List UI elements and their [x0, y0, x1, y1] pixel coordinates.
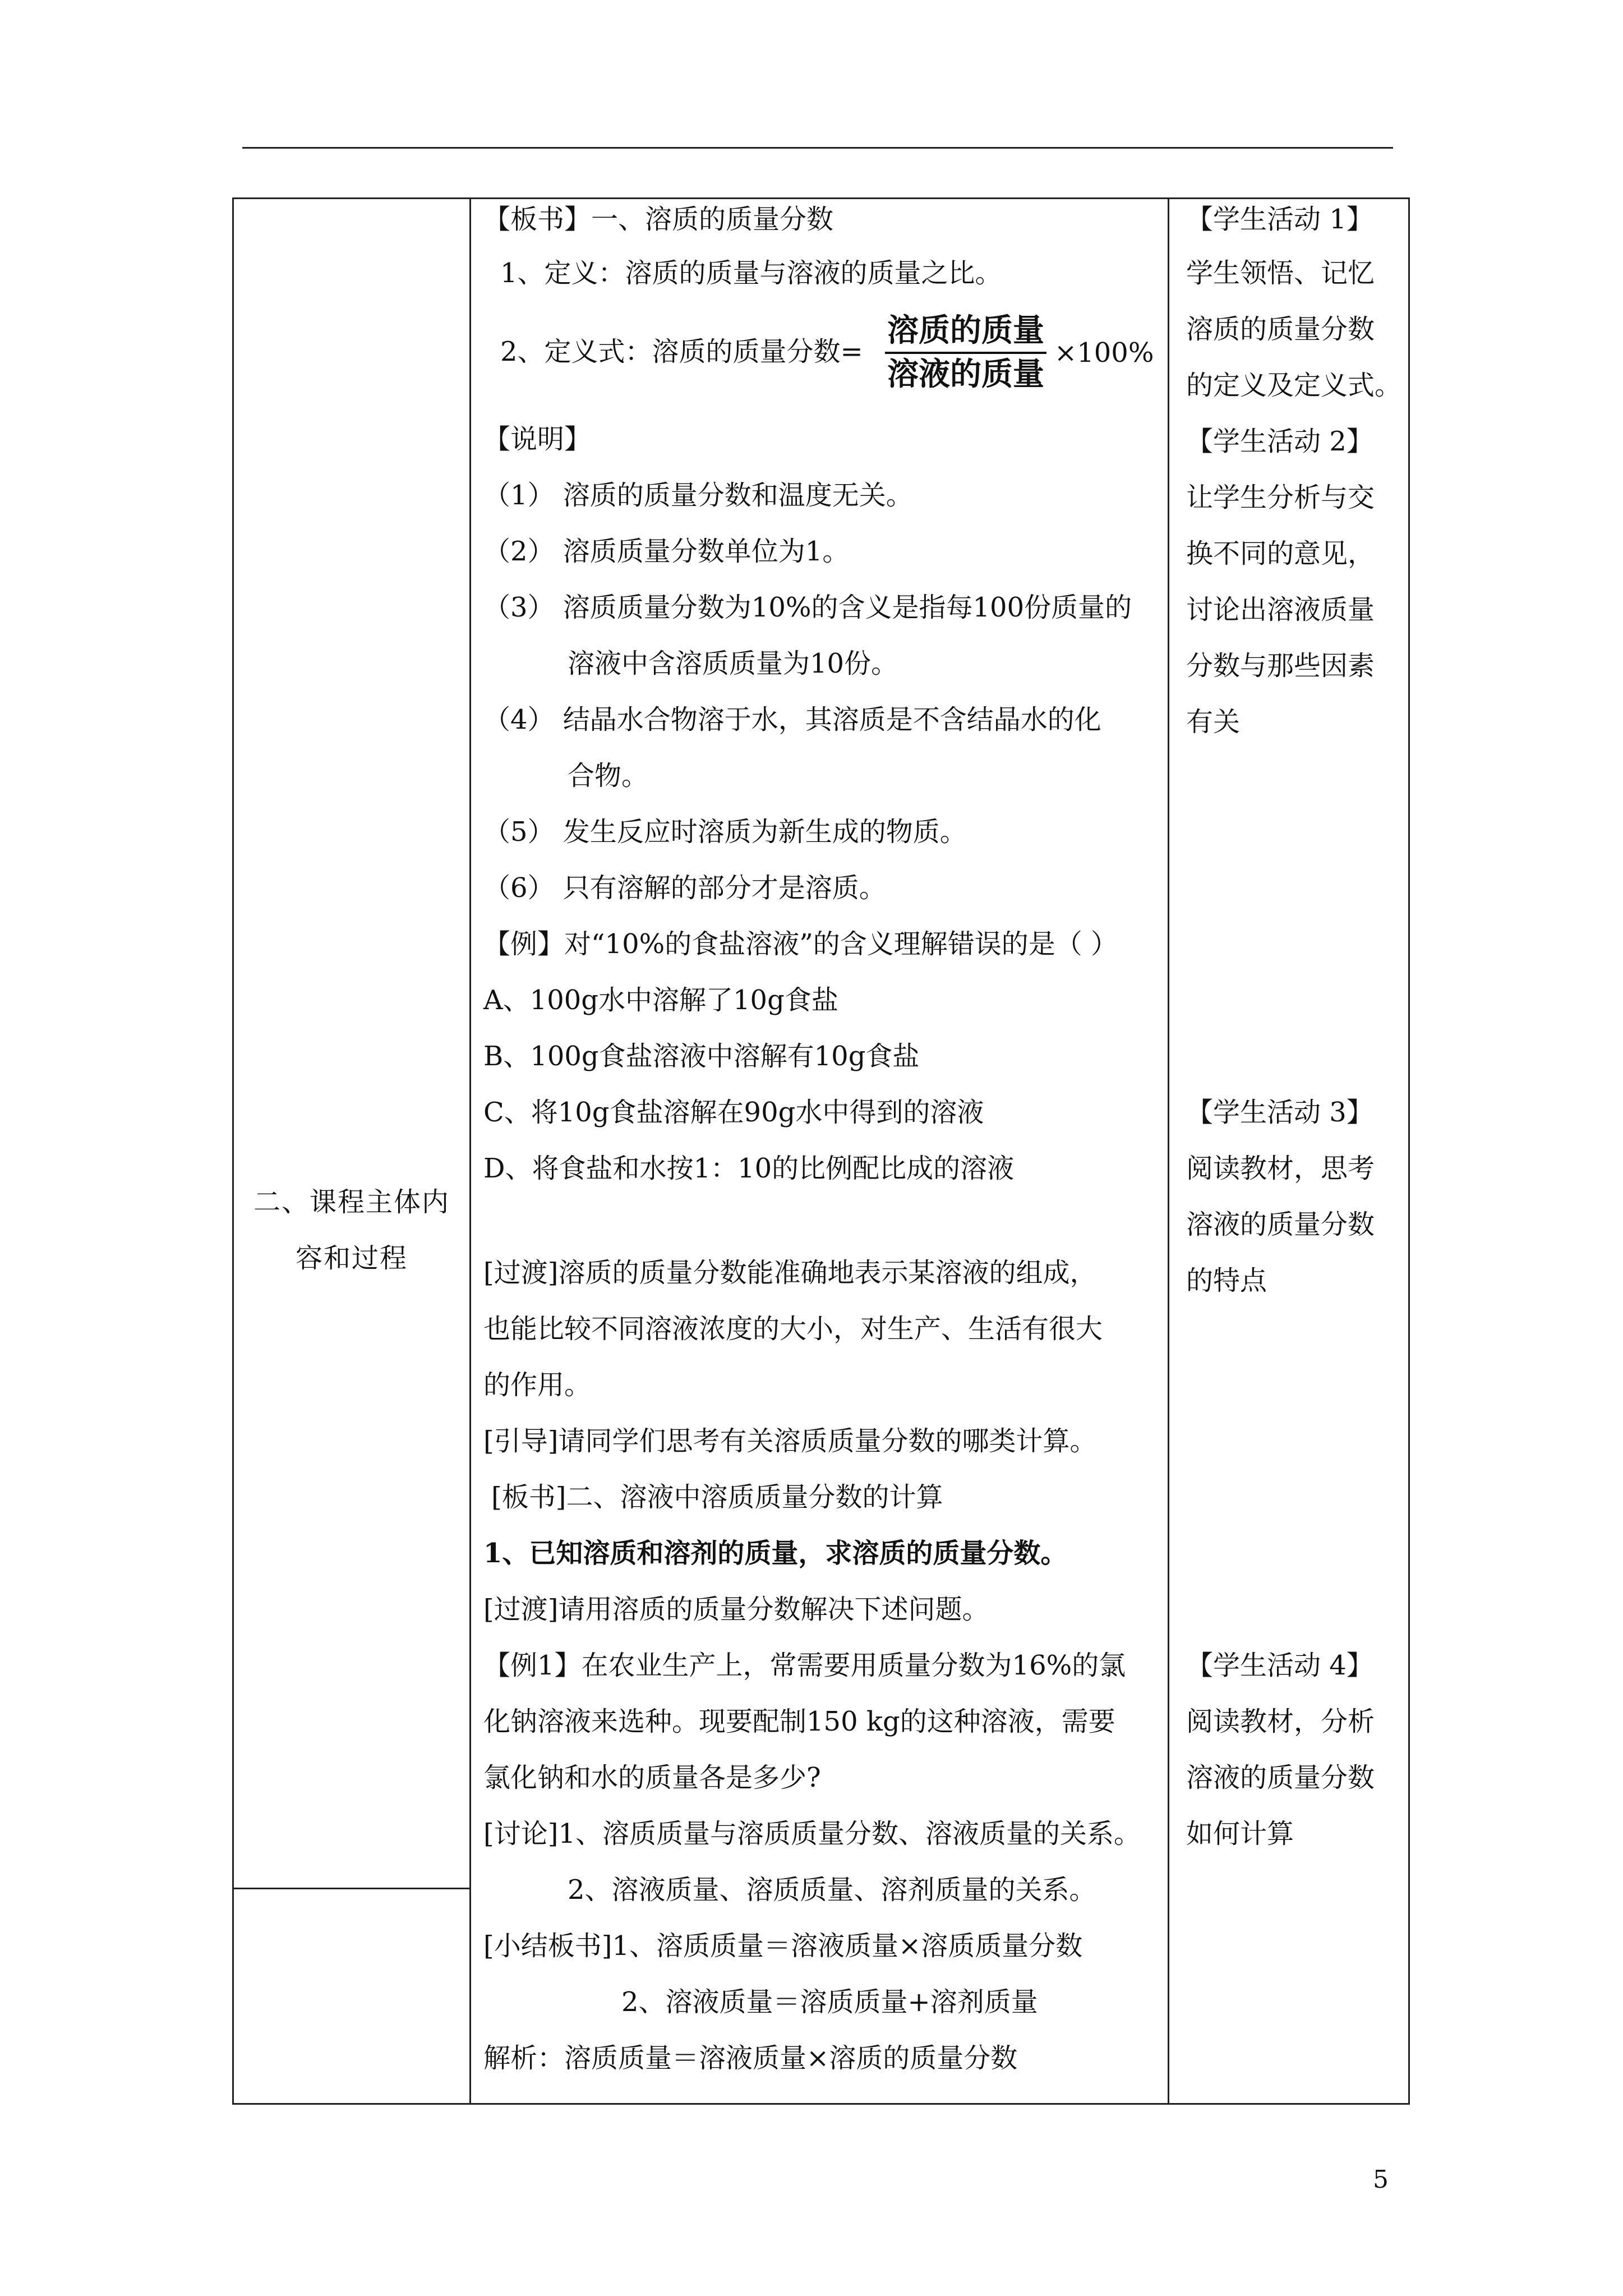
- example-option-a: A、100g水中溶解了10g食盐: [483, 984, 838, 1016]
- lesson-plan-table: [232, 197, 1410, 2105]
- activity-4-line-1: 阅读教材，分析: [1186, 1706, 1375, 1737]
- page-number: 5: [1373, 2165, 1389, 2194]
- formula-line: [500, 336, 863, 367]
- activity-1-line-3: 的定义及定义式。: [1186, 370, 1402, 401]
- transition-1-line-1: [过渡]溶质的质量分数能准确地表示某溶液的组成，: [483, 1257, 1097, 1289]
- formula-fraction: [885, 310, 1046, 395]
- discussion-2: 2、溶液质量、溶质质量、溶剂质量的关系。: [568, 1874, 1096, 1906]
- activity-4-line-3: 如何计算: [1186, 1818, 1294, 1849]
- summary-1: [小结板书]1、溶质质量＝溶液质量×溶质质量分数: [483, 1930, 1083, 1962]
- note-4: （4） 结晶水合物溶于水，其溶质是不含结晶水的化: [483, 704, 1101, 735]
- example-option-d: D、将食盐和水按1：10的比例配比成的溶液: [483, 1153, 1015, 1184]
- activity-1-title: 【学生活动 1】: [1186, 204, 1373, 235]
- example-option-b: B、100g食盐溶液中溶解有10g食盐: [483, 1041, 920, 1072]
- activity-3-title: 【学生活动 3】: [1186, 1097, 1373, 1128]
- note-3-cont: 溶液中含溶质质量为10份。: [568, 648, 898, 679]
- activity-3-line-1: 阅读教材，思考: [1186, 1153, 1375, 1184]
- board-heading-2: [板书]二、溶液中溶质质量分数的计算: [491, 1481, 943, 1513]
- section-cell: [233, 199, 471, 2104]
- activity-2-line-2: 换不同的意见，: [1186, 538, 1375, 569]
- activity-1-line-2: 溶质的质量分数: [1186, 314, 1375, 345]
- activity-3-line-3: 的特点: [1186, 1265, 1267, 1296]
- activity-4-title: 【学生活动 4】: [1186, 1650, 1373, 1681]
- transition-1-line-2: 也能比较不同溶液浓度的大小，对生产、生活有很大: [483, 1313, 1103, 1345]
- note-1: （1） 溶质的质量分数和温度无关。: [483, 480, 913, 511]
- header-rule: [242, 147, 1393, 149]
- formula-denominator: 溶液的质量: [887, 356, 1044, 393]
- activity-2-line-1: 让学生分析与交: [1186, 482, 1375, 513]
- note-6: （6） 只有溶解的部分才是溶质。: [483, 872, 886, 904]
- left-divider: [234, 1888, 469, 1889]
- note-5: （5） 发生反应时溶质为新生成的物质。: [483, 816, 967, 848]
- note-3: （3） 溶质质量分数为10%的含义是指每100份质量的: [483, 592, 1132, 623]
- formula-suffix: ×100%: [1054, 337, 1154, 369]
- activity-2-line-3: 讨论出溶液质量: [1186, 594, 1375, 625]
- example-1-line-3: 氯化钠和水的质量各是多少?: [483, 1762, 821, 1793]
- summary-2: 2、溶液质量＝溶质质量+溶剂质量: [621, 1986, 1038, 2018]
- formula-prefix: 2、定义式：溶质的质量分数=: [500, 336, 863, 367]
- section-label: 二、课程主体内 容和过程: [253, 1186, 450, 1274]
- formula-numerator: 溶质的质量: [887, 312, 1044, 349]
- calc-heading: 1、已知溶质和溶剂的质量，求溶质的质量分数。: [483, 1538, 1068, 1569]
- note-title: 【说明】: [483, 424, 592, 455]
- activity-1-line-1: 学生领悟、记忆: [1186, 257, 1375, 289]
- transition-1-line-3: 的作用。: [483, 1369, 592, 1401]
- board-heading-1: 【板书】一、溶质的质量分数: [483, 204, 834, 235]
- activity-3-line-2: 溶液的质量分数: [1186, 1209, 1375, 1240]
- transition-2: [过渡]请用溶质的质量分数解决下述问题。: [483, 1594, 989, 1625]
- activity-2-title: 【学生活动 2】: [1186, 426, 1373, 457]
- example-option-c: C、将10g食盐溶解在90g水中得到的溶液: [483, 1097, 984, 1128]
- analysis: 解析：溶质质量＝溶液质量×溶质的质量分数: [483, 2042, 1018, 2074]
- activity-2-line-5: 有关: [1186, 706, 1241, 738]
- content-cell: [471, 199, 1169, 2104]
- activity-cell: [1169, 199, 1409, 2104]
- activity-2-line-4: 分数与那些因素: [1186, 650, 1375, 682]
- guide-text: [引导]请同学们思考有关溶质质量分数的哪类计算。: [483, 1425, 1097, 1457]
- example-1-line-1: 【例1】在农业生产上，常需要用质量分数为16%的氯: [483, 1650, 1126, 1681]
- activity-4-line-2: 溶液的质量分数: [1186, 1762, 1375, 1793]
- note-2: （2） 溶质质量分数单位为1。: [483, 536, 850, 567]
- note-4-cont: 合物。: [568, 760, 649, 792]
- discussion-1: [讨论]1、溶质质量与溶质质量分数、溶液质量的关系。: [483, 1818, 1141, 1849]
- example-1-line-2: 化钠溶液来选种。现要配制150 kg的这种溶液，需要: [483, 1706, 1115, 1737]
- example-question: 【例】对“10%的食盐溶液”的含义理解错误的是（ ）: [483, 928, 1118, 960]
- definition: 1、定义：溶质的质量与溶液的质量之比。: [500, 257, 1002, 289]
